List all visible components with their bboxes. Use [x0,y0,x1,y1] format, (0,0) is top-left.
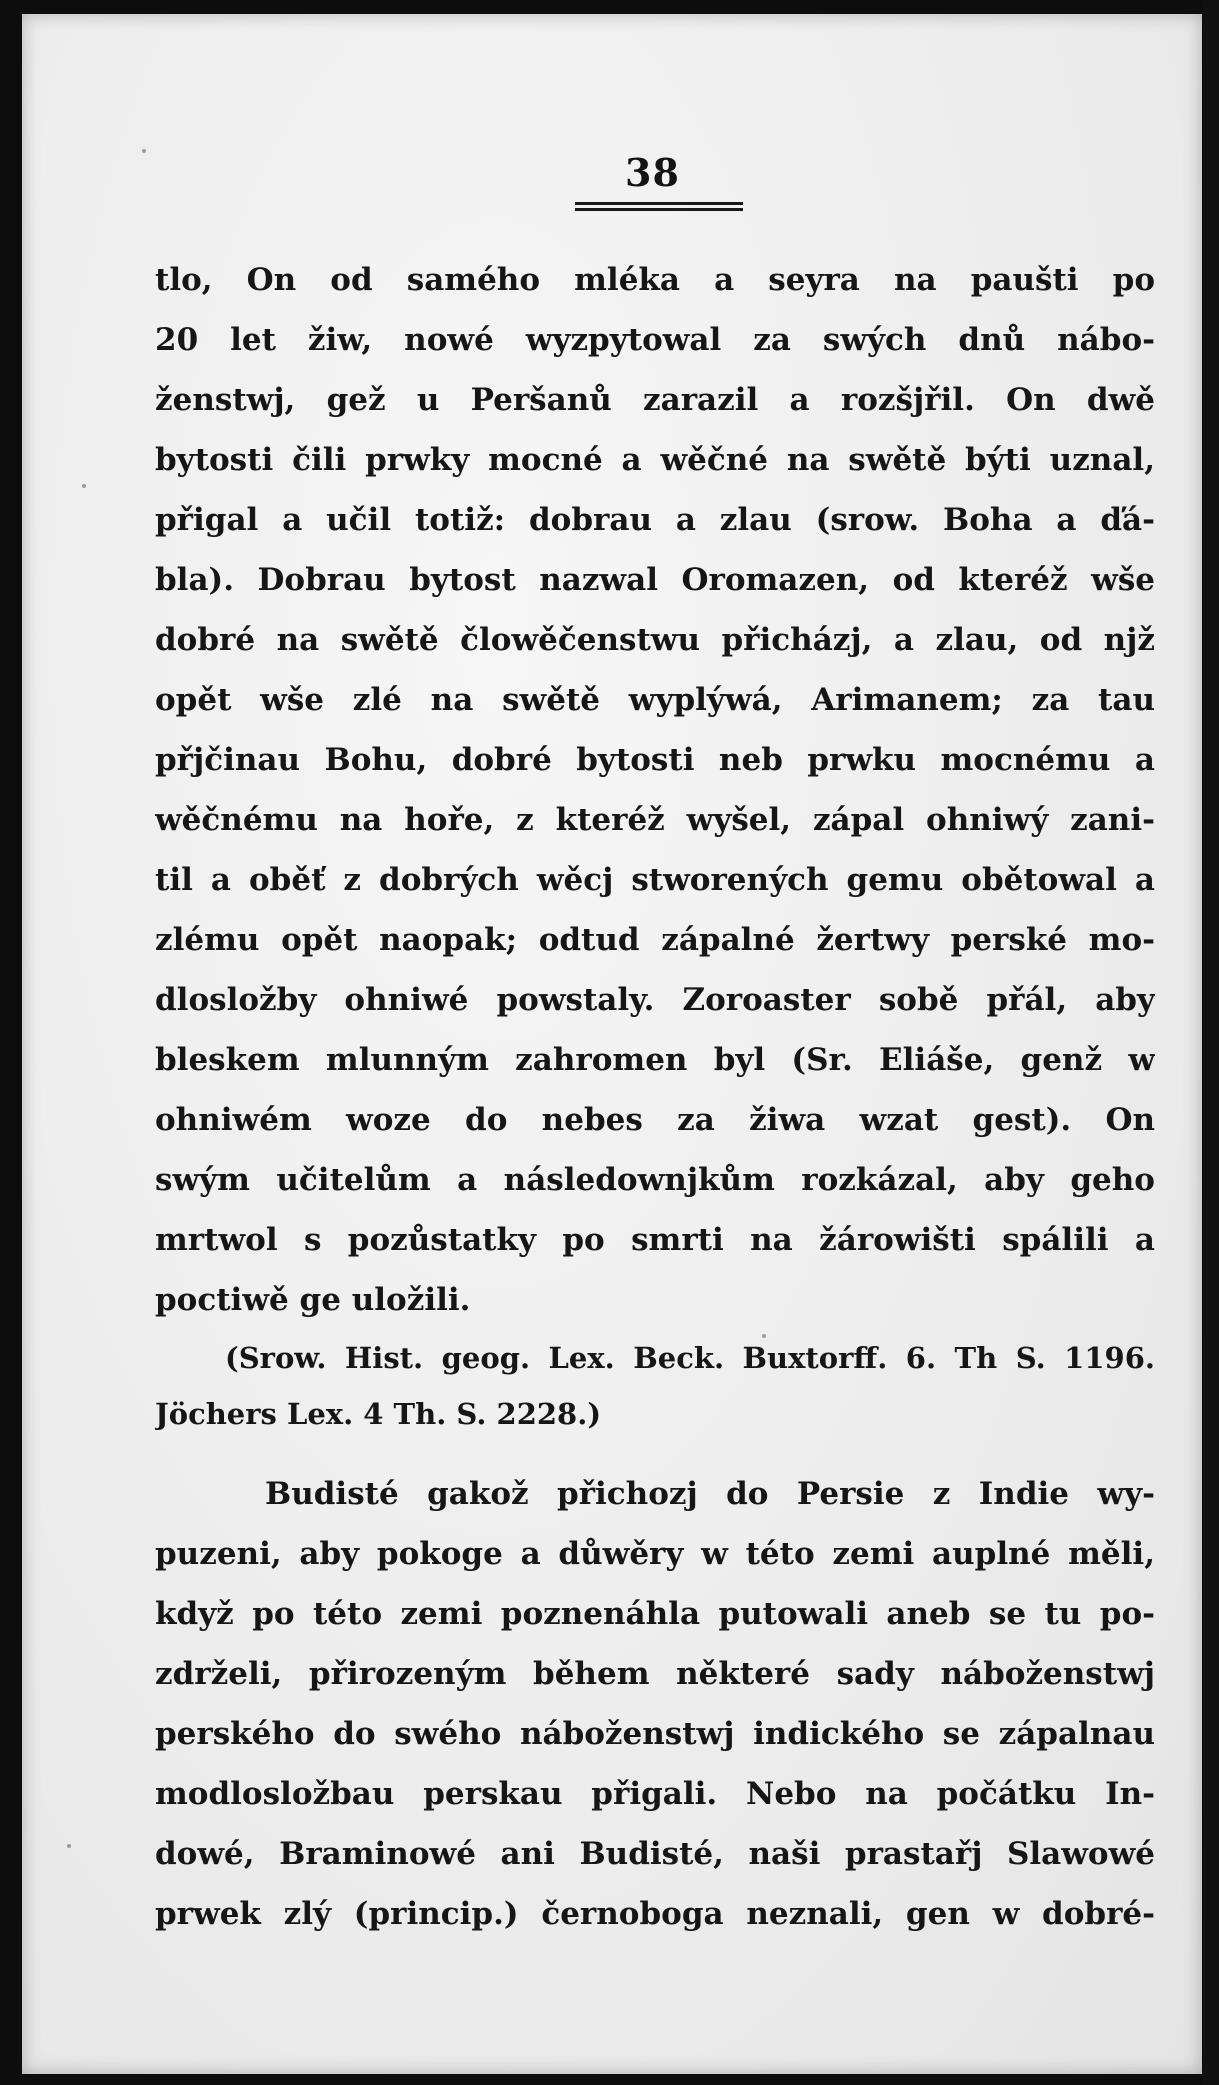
text-line: dlosložby ohniwé powstaly. Zoroaster sobě přál, aby [155,982,1155,1018]
text-line: dowé, Braminowé ani Budisté, naši prastařj Slawowé [155,1836,1155,1872]
body-text [155,250,1155,1944]
text-line: když po této zemi poznenáhla putowali aneb se tu po- [155,1596,1155,1632]
text-line: swým učitelům a následownjkům rozkázal, aby geho [155,1162,1155,1198]
text-line: ohniwém woze do nebes za žiwa wzat gest). On [155,1102,1155,1138]
text-line: 20 let žiw, nowé wyzpytowal za swých dnů nábo- [155,322,1155,358]
text-line: ženstwj, gež u Peršanů zarazil a rozšjřil. On dwě [155,382,1155,418]
paragraph-1 [155,250,1155,1330]
citation-line: Jöchers Lex. 4 Th. S. 2228.) [155,1397,602,1431]
text-line: til a oběť z dobrých wěcj stworených gemu obětowal a [155,862,1155,898]
text-line: wěčnému na hoře, z kteréž wyšel, zápal ohniwý zani- [155,802,1155,838]
text-line: přigal a učil totiž: dobrau a zlau (srow. Boha a ďá- [155,502,1155,538]
paragraph-2 [155,1464,1155,1944]
text-line: poctiwě ge uložili. [155,1282,471,1318]
paragraph-gap [155,1442,1155,1464]
page-edge-shadow [1203,0,1219,2085]
paper-speck [67,1844,71,1848]
text-line: bla). Dobrau bytost nazwal Oromazen, od kteréž wše [155,562,1155,598]
text-line: zdrželi, přirozeným během některé sady náboženstwj [155,1656,1155,1692]
text-line: opět wše zlé na swětě wyplýwá, Arimanem; za tau [155,682,1155,718]
text-line: přjčinau Bohu, dobré bytosti neb prwku mocnému a [155,742,1155,778]
text-line: prwek zlý (princip.) černoboga neznali, gen w dobré- [155,1896,1155,1932]
header-rule [575,202,743,211]
text-line: mrtwol s pozůstatky po smrti na žárowišti spálili a [155,1222,1155,1258]
text-line: Budisté gakož přichozj do Persie z Indie wy- [265,1476,1155,1512]
paper-speck [142,149,146,153]
text-line: puzeni, aby pokoge a důwěry w této zemi auplné měli, [155,1536,1155,1572]
text-line: tlo, On od samého mléka a seyra na paušti po [155,262,1155,298]
text-line: perského do swého náboženstwj indického se zápalnau [155,1716,1155,1752]
citation [155,1330,1155,1442]
text-line: bytosti čili prwky mocné a wěčné na swětě býti uznal, [155,442,1155,478]
text-line: modlosložbau perskau přigali. Nebo na počátku In- [155,1776,1155,1812]
text-line: dobré na swětě člowěčenstwu přicházj, a zlau, od njž [155,622,1155,658]
citation-line: (Srow. Hist. geog. Lex. Beck. Buxtorff. 6. Th S. 1196. [225,1341,1155,1375]
text-line: zlému opět naopak; odtud zápalné žertwy perské mo- [155,922,1155,958]
text-line: bleskem mlunným zahromen byl (Sr. Eliáše, genž w [155,1042,1155,1078]
paper-speck [82,484,86,488]
page-number: 38 [625,150,680,195]
